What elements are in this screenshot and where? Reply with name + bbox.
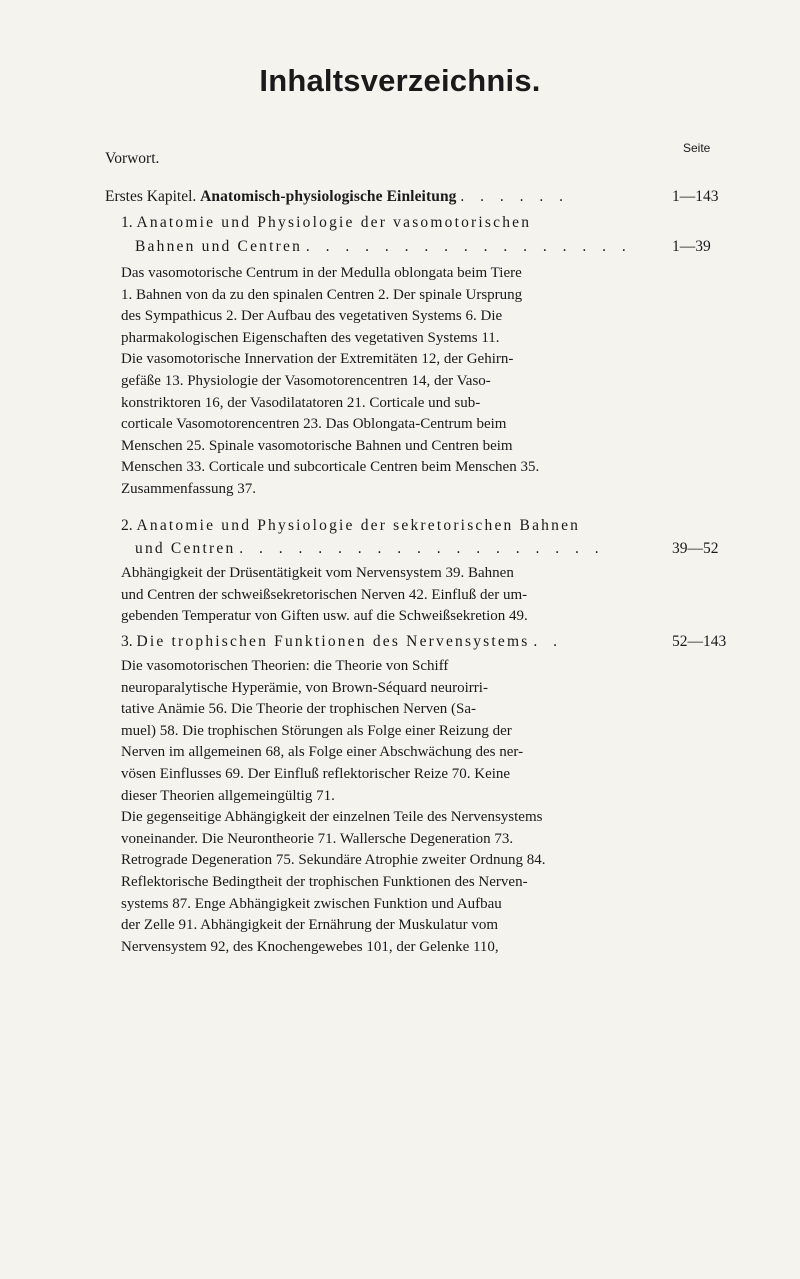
chapter-name: Anatomisch-physiologische Einleitung — [200, 188, 457, 205]
section-2-number: 2. — [121, 517, 133, 534]
text-line: dieser Theorien allgemeingültig 71. — [121, 787, 335, 804]
text-line: Die gegenseitige Abhängigkeit der einzelnen Teile des Nervensystems — [121, 809, 543, 826]
text-line: corticale Vasomotorencentren 23. Das Oblongata-Centrum beim — [121, 416, 507, 433]
text-line: und Centren der schweißsekretorischen Nerven 42. Einfluß der um- — [121, 586, 528, 603]
section-2-text — [121, 563, 709, 628]
section-3-pages: 52—143 — [672, 633, 727, 650]
section-3-number: 3. — [121, 633, 133, 650]
section-2-title-line2: und Centren — [135, 540, 236, 557]
text-line: gefäße 13. Physiologie der Vasomotorencentren 14, der Vaso- — [121, 372, 491, 389]
section-2-heading — [121, 515, 580, 537]
section-1-pages: 1—39 — [672, 238, 711, 255]
text-line: pharmakologischen Eigenschaften des vegetativen Systems 11. — [121, 329, 500, 346]
text-line: Menschen 33. Corticale und subcorticale Centren beim Menschen 35. — [121, 459, 540, 476]
text-line: Das vasomotorische Centrum in der Medulla oblongata beim Tiere — [121, 265, 522, 281]
section-3-dots: . . — [533, 633, 563, 650]
text-line: konstriktoren 16, der Vasodilatatoren 21. Corticale und sub- — [121, 394, 481, 411]
text-line: voneinander. Die Neurontheorie 71. Wallersche Degeneration 73. — [121, 830, 514, 847]
vorwort-entry: Vorwort. — [105, 150, 160, 167]
text-line: Die vasomotorische Innervation der Extremitäten 12, der Gehirn- — [121, 351, 514, 368]
text-line: Nervensystem 92, des Knochengewebes 101, der Gelenke 110, — [121, 938, 499, 955]
text-line: Menschen 25. Spinale vasomotorische Bahnen und Centren beim — [121, 437, 513, 454]
section-3-text — [121, 656, 709, 958]
chapter-prefix: Erstes Kapitel. — [105, 188, 197, 205]
section-3-heading — [121, 631, 563, 653]
text-line: tative Anämie 56. Die Theorie der trophischen Nerven (Sa- — [121, 701, 477, 718]
seite-column-label: Seite — [683, 141, 711, 155]
section-2-title-line1: Anatomie und Physiologie der sekretorischen Bahnen — [136, 517, 581, 534]
text-line: systems 87. Enge Abhängigkeit zwischen Funktion und Aufbau — [121, 895, 502, 912]
page-title: Inhaltsverzeichnis. — [259, 63, 541, 98]
text-line: neuroparalytische Hyperämie, von Brown-Séquard neuroirri- — [121, 679, 488, 696]
section-1-heading — [121, 212, 531, 234]
section-2-heading-cont — [135, 538, 605, 560]
chapter-entry — [105, 186, 717, 208]
section-1-title-line1: Anatomie und Physiologie der vasomotorischen — [136, 214, 532, 231]
section-1-text — [121, 263, 709, 501]
section-1-heading-cont — [135, 236, 632, 258]
text-line: Retrograde Degeneration 75. Sekundäre Atrophie zweiter Ordnung 84. — [121, 852, 546, 869]
text-line: gebenden Temperatur von Giften usw. auf die Schweißsekretion 49. — [121, 608, 528, 625]
section-1-title-line2: Bahnen und Centren — [135, 238, 303, 255]
section-2-pages: 39—52 — [672, 540, 719, 557]
text-line: muel) 58. Die trophischen Störungen als Folge einer Reizung der — [121, 722, 512, 739]
text-line: Reflektorische Bedingtheit der trophischen Funktionen des Nerven- — [121, 873, 528, 890]
text-line: vösen Einflusses 69. Der Einfluß reflektorischer Reize 70. Keine — [121, 765, 511, 782]
chapter-pages: 1—143 — [672, 188, 719, 205]
chapter-dots: . . . . . . — [460, 188, 570, 205]
text-line: Abhängigkeit der Drüsentätigkeit vom Nervensystem 39. Bahnen — [121, 565, 514, 581]
text-line: des Sympathicus 2. Der Aufbau des vegetativen Systems 6. Die — [121, 308, 503, 325]
text-line: Nerven im allgemeinen 68, als Folge einer Abschwächung des ner- — [121, 744, 524, 761]
section-3-title-line1: Die trophischen Funktionen des Nervensystems — [136, 633, 530, 650]
text-line: Zusammenfassung 37. — [121, 480, 256, 497]
text-line: 1. Bahnen von da zu den spinalen Centren 2. Der spinale Ursprung — [121, 286, 523, 303]
section-1-number: 1. — [121, 214, 133, 231]
section-1-dots: . . . . . . . . . . . . . . . . . — [305, 238, 632, 255]
text-line: der Zelle 91. Abhängigkeit der Ernährung der Muskulatur vom — [121, 917, 498, 934]
text-line: Die vasomotorischen Theorien: die Theorie von Schiff — [121, 658, 449, 674]
section-2-dots: . . . . . . . . . . . . . . . . . . . — [239, 540, 605, 557]
